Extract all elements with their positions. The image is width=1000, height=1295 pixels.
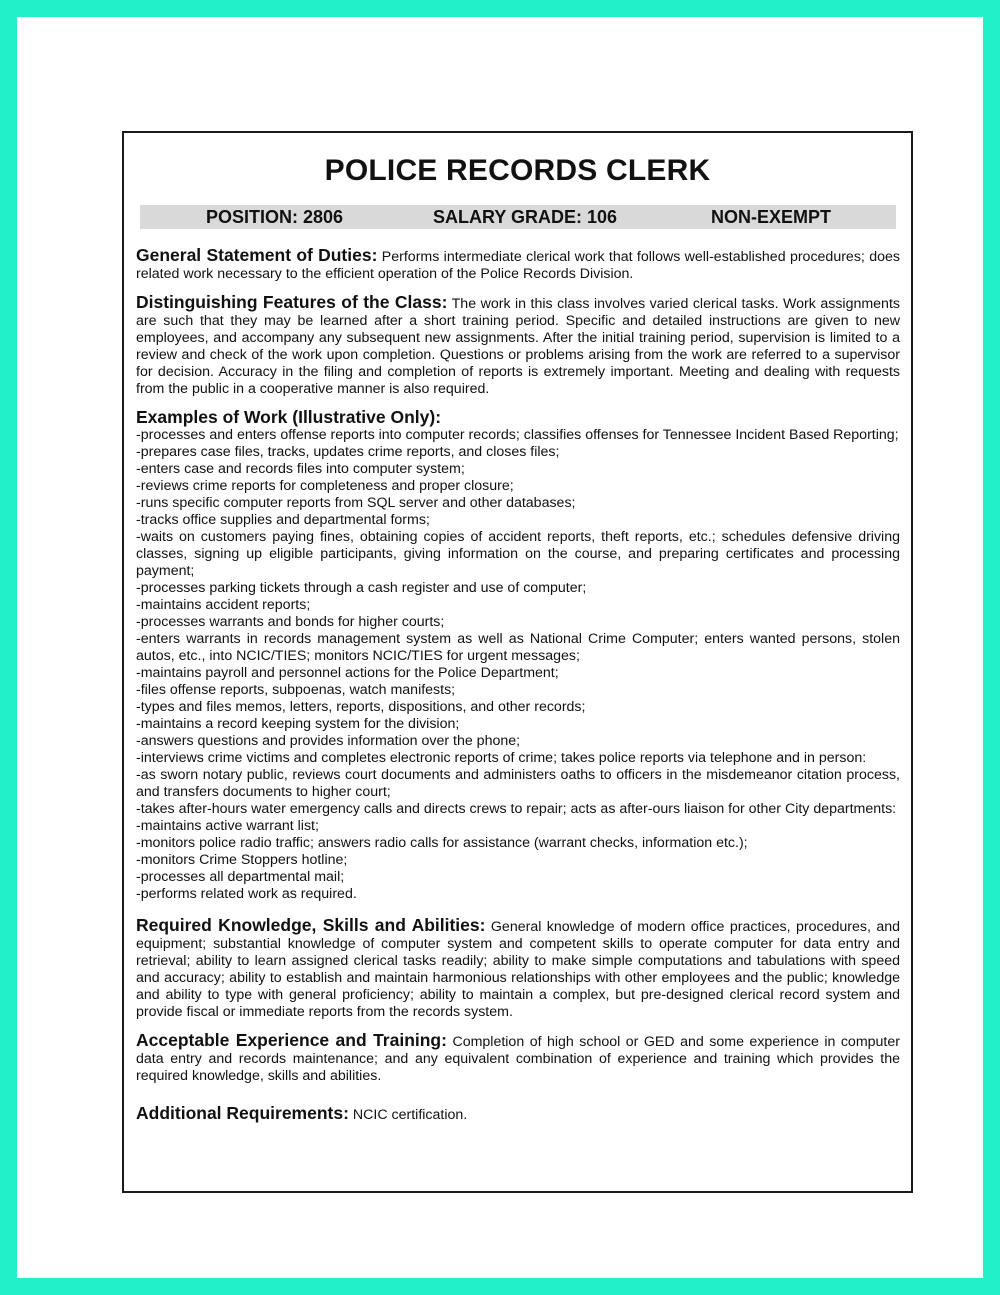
list-item: -interviews crime victims and completes electronic reports of crime; takes police reports via telephone and in person: (136, 750, 867, 766)
section-heading: Additional Requirements: (136, 1103, 349, 1123)
list-item: -maintains payroll and personnel actions for the Police Department; (136, 665, 559, 681)
list-item: -performs related work as required. (136, 886, 357, 902)
list-item: -files offense reports, subpoenas, watch manifests; (136, 682, 456, 698)
list-item: -processes parking tickets through a cash register and use of computer; (136, 580, 587, 596)
section-heading: Acceptable Experience and Training: (136, 1030, 447, 1050)
general-statement-section (136, 245, 900, 283)
list-item: -prepares case files, tracks, updates crime reports, and closes files; (136, 444, 560, 460)
list-item: -processes warrants and bonds for higher courts; (136, 614, 445, 630)
list-item: -enters warrants in records management system as well as National Crime Computer; enters wanted persons, stolen autos, etc., into NCIC/TIES; monitors NCIC/TIES for urgent messages; (136, 631, 900, 664)
section-text: The work in this class involves varied clerical tasks. Work assignments are such that they may be learned after a short training period. Specific and detailed instructions are given to new employees, and accompany any subsequent new assignments. After the initial training period, supervision is limited to a review and check of the work upon completion. Questions or problems arising from the work are referred to a supervisor for decision. Accuracy in the filing and completion of reports is extremely important. Meeting and dealing with requests from the public in a cooperative manner is also required. (136, 296, 900, 397)
exempt-status: NON-EXEMPT (711, 207, 832, 227)
list-item: -maintains active warrant list; (136, 818, 319, 834)
position-number: POSITION: 2806 (206, 207, 344, 227)
list-item: -runs specific computer reports from SQL server and other databases; (136, 495, 576, 511)
list-item: -waits on customers paying fines, obtaining copies of accident reports, theft reports, etc.; schedules defensive driving classes, signing up eligible participants, giving information on the course, and preparing certificates and processing payment; (136, 529, 900, 579)
section-text: Completion of high school or GED and some experience in computer data entry and records maintenance; and any equivalent combination of experience and training which provides the required knowledge, skills and abilities. (136, 1034, 900, 1084)
job-description-document (122, 131, 913, 1193)
list-item: -processes and enters offense reports into computer records; classifies offenses for Tennessee Incident Based Reporting; (136, 427, 899, 443)
additional-requirements-section (136, 1103, 900, 1124)
list-item: -reviews crime reports for completeness and proper closure; (136, 478, 514, 494)
experience-training-section (136, 1030, 900, 1085)
position-info-bar (140, 205, 896, 229)
examples-of-work-section (136, 407, 900, 903)
list-item: -maintains accident reports; (136, 597, 311, 613)
list-item: -monitors Crime Stoppers hotline; (136, 852, 348, 868)
salary-grade: SALARY GRADE: 106 (433, 207, 618, 227)
list-item: -tracks office supplies and departmental forms; (136, 512, 430, 528)
document-body (136, 245, 900, 1133)
section-text: Performs intermediate clerical work that follows well-established procedures; does related work necessary to the efficient operation of the Police Records Division. (136, 249, 900, 282)
examples-list (136, 427, 900, 903)
section-text: General knowledge of modern office practices, procedures, and equipment; substantial knowledge of computer system and competent skills to operate computer for data entry and retrieval; ability to learn assigned clerical tasks readily; ability to make simple computations and tabulations with speed and accuracy; ability to establish and maintain harmonious relationships with other employees and the public; knowledge and ability to type with general proficiency; ability to maintain a complex, but pre-designed clerical record system and provide fiscal or immediate reports from the records system. (136, 919, 900, 1020)
distinguishing-features-section (136, 292, 900, 398)
list-item: -enters case and records files into computer system; (136, 461, 465, 477)
section-heading: General Statement of Duties: (136, 245, 378, 265)
section-heading: Required Knowledge, Skills and Abilities: (136, 915, 486, 935)
document-title: POLICE RECORDS CLERK (324, 154, 711, 187)
section-text: NCIC certification. (352, 1107, 468, 1123)
list-item: -maintains a record keeping system for the division; (136, 716, 460, 732)
list-item: -types and files memos, letters, reports, dispositions, and other records; (136, 699, 586, 715)
list-item: -as sworn notary public, reviews court documents and administers oaths to officers in the misdemeanor citation process, and transfers documents to higher court; (136, 767, 900, 800)
list-item: -answers questions and provides information over the phone; (136, 733, 521, 749)
section-heading: Examples of Work (Illustrative Only): (136, 407, 442, 427)
knowledge-skills-section (136, 915, 900, 1021)
list-item: -processes all departmental mail; (136, 869, 345, 885)
list-item: -takes after-hours water emergency calls and directs crews to repair; acts as after-ours liaison for other City departments: (136, 801, 897, 817)
list-item: -monitors police radio traffic; answers radio calls for assistance (warrant checks, information etc.); (136, 835, 748, 851)
section-heading: Distinguishing Features of the Class: (136, 292, 448, 312)
